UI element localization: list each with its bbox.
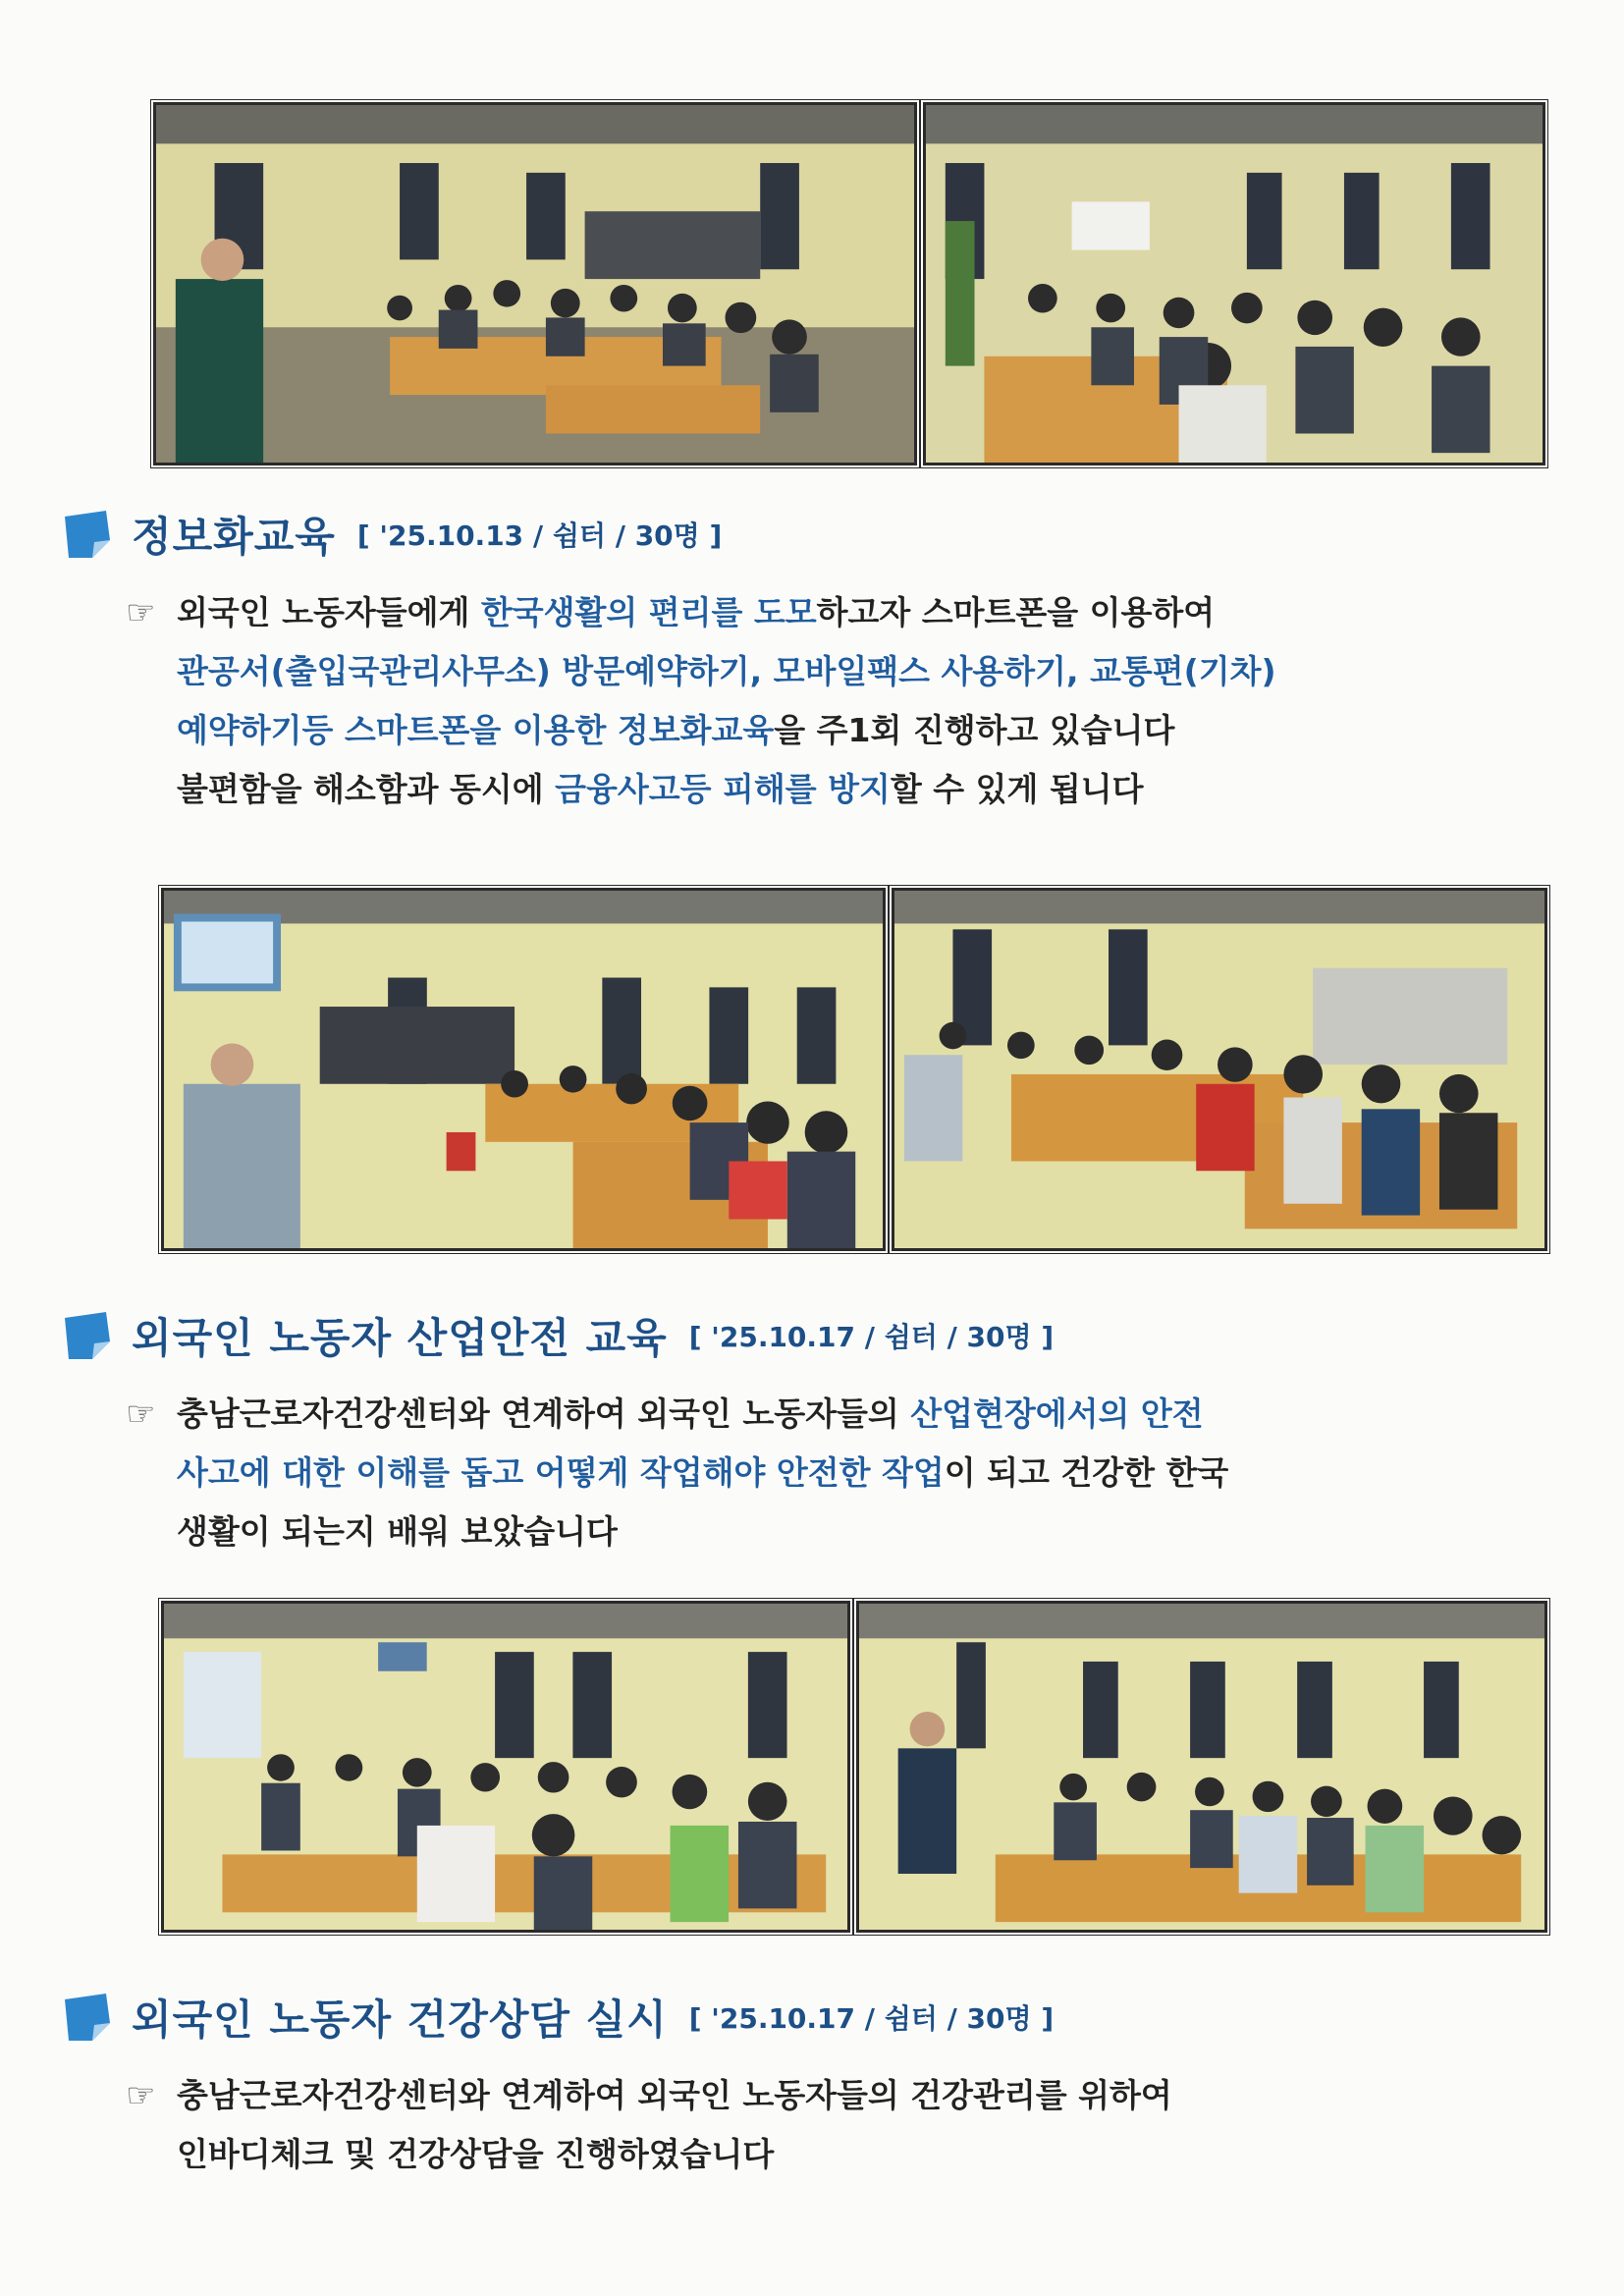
photo-class-2 xyxy=(923,102,1545,465)
body-text: 외국인 노동자들에게 xyxy=(177,593,481,631)
classroom-photo-image xyxy=(164,891,883,1248)
body-line xyxy=(177,1385,1228,1444)
highlighted-text: 관공서(출입국관리사무소) 방문예약하기, 모바일팩스 사용하기, 교통편(기차) xyxy=(177,652,1276,690)
classroom-photo-image xyxy=(894,891,1544,1248)
body-text: 충남근로자건강센터와 연계하여 외국인 노동자들의 xyxy=(177,1394,911,1433)
highlighted-text: 산업현장에서의 안전 xyxy=(910,1394,1204,1433)
highlighted-text: 한국생활의 편리를 도모 xyxy=(480,593,817,631)
section-meta: [ '25.10.17 / 쉼터 / 30명 ] xyxy=(688,2002,1055,2035)
section-meta: [ '25.10.13 / 쉼터 / 30명 ] xyxy=(356,519,723,552)
body-text: 이 되고 건강한 한국 xyxy=(944,1453,1229,1492)
photo-row-1 xyxy=(153,102,1545,465)
photo-row-3 xyxy=(161,1601,1547,1933)
body-line xyxy=(177,1444,1228,1503)
pointing-hand-icon: ☞ xyxy=(126,2076,156,2115)
body-text: 생활이 되는지 배워 보았습니다 xyxy=(177,1512,618,1551)
section-body-health-consult xyxy=(177,2066,1172,2184)
body-text: 인바디체크 및 건강상담을 진행하였습니다 xyxy=(177,2135,775,2173)
body-text: 하고자 스마트폰을 이용하여 xyxy=(816,593,1216,631)
body-line xyxy=(177,701,1276,760)
highlighted-text: 사고에 대한 이해를 돕고 어떻게 작업해야 안전한 작업 xyxy=(177,1453,945,1492)
body-text: 을 주1회 진행하고 있습니다 xyxy=(774,711,1175,749)
sticky-note-icon xyxy=(59,1990,114,2045)
classroom-photo-image xyxy=(926,105,1543,463)
body-text: 할 수 있게 됩니다 xyxy=(890,770,1144,808)
section-heading-health-consult xyxy=(59,1988,1054,2047)
sticky-note-icon xyxy=(59,507,114,562)
body-line xyxy=(177,1503,1228,1561)
classroom-photo-image xyxy=(859,1604,1544,1930)
classroom-photo-image xyxy=(156,105,914,463)
body-line xyxy=(177,760,1276,819)
section-body-safety-edu xyxy=(177,1385,1228,1561)
section-meta: [ '25.10.17 / 쉼터 / 30명 ] xyxy=(688,1321,1055,1353)
photo-class-1 xyxy=(153,102,917,465)
section-body-info-edu xyxy=(177,583,1276,819)
pointing-hand-icon: ☞ xyxy=(126,593,156,632)
body-text: 불편함을 해소함과 동시에 xyxy=(177,770,556,808)
body-line xyxy=(177,642,1276,701)
photo-safety-edu-1 xyxy=(161,1601,850,1933)
body-line xyxy=(177,2125,1172,2184)
section-title: 정보화교육 xyxy=(132,513,336,561)
section-heading-safety-edu xyxy=(59,1306,1054,1365)
highlighted-text: 예약하기등 스마트폰을 이용한 정보화교육 xyxy=(177,711,775,749)
section-title: 외국인 노동자 산업안전 교육 xyxy=(132,1314,668,1362)
photo-safety-edu-2 xyxy=(856,1601,1547,1933)
body-text: 충남근로자건강센터와 연계하여 외국인 노동자들의 건강관리를 위하여 xyxy=(177,2076,1172,2114)
section-title: 외국인 노동자 건강상담 실시 xyxy=(132,1995,668,2044)
photo-row-2 xyxy=(161,888,1547,1251)
classroom-photo-image xyxy=(164,1604,847,1930)
pointing-hand-icon: ☞ xyxy=(126,1394,156,1434)
photo-info-edu-1 xyxy=(161,888,886,1251)
body-line xyxy=(177,2066,1172,2125)
photo-info-edu-2 xyxy=(892,888,1547,1251)
sticky-note-icon xyxy=(59,1308,114,1363)
body-line xyxy=(177,583,1276,642)
section-heading-info-edu xyxy=(59,505,722,564)
highlighted-text: 금융사고등 피해를 방지 xyxy=(555,770,891,808)
